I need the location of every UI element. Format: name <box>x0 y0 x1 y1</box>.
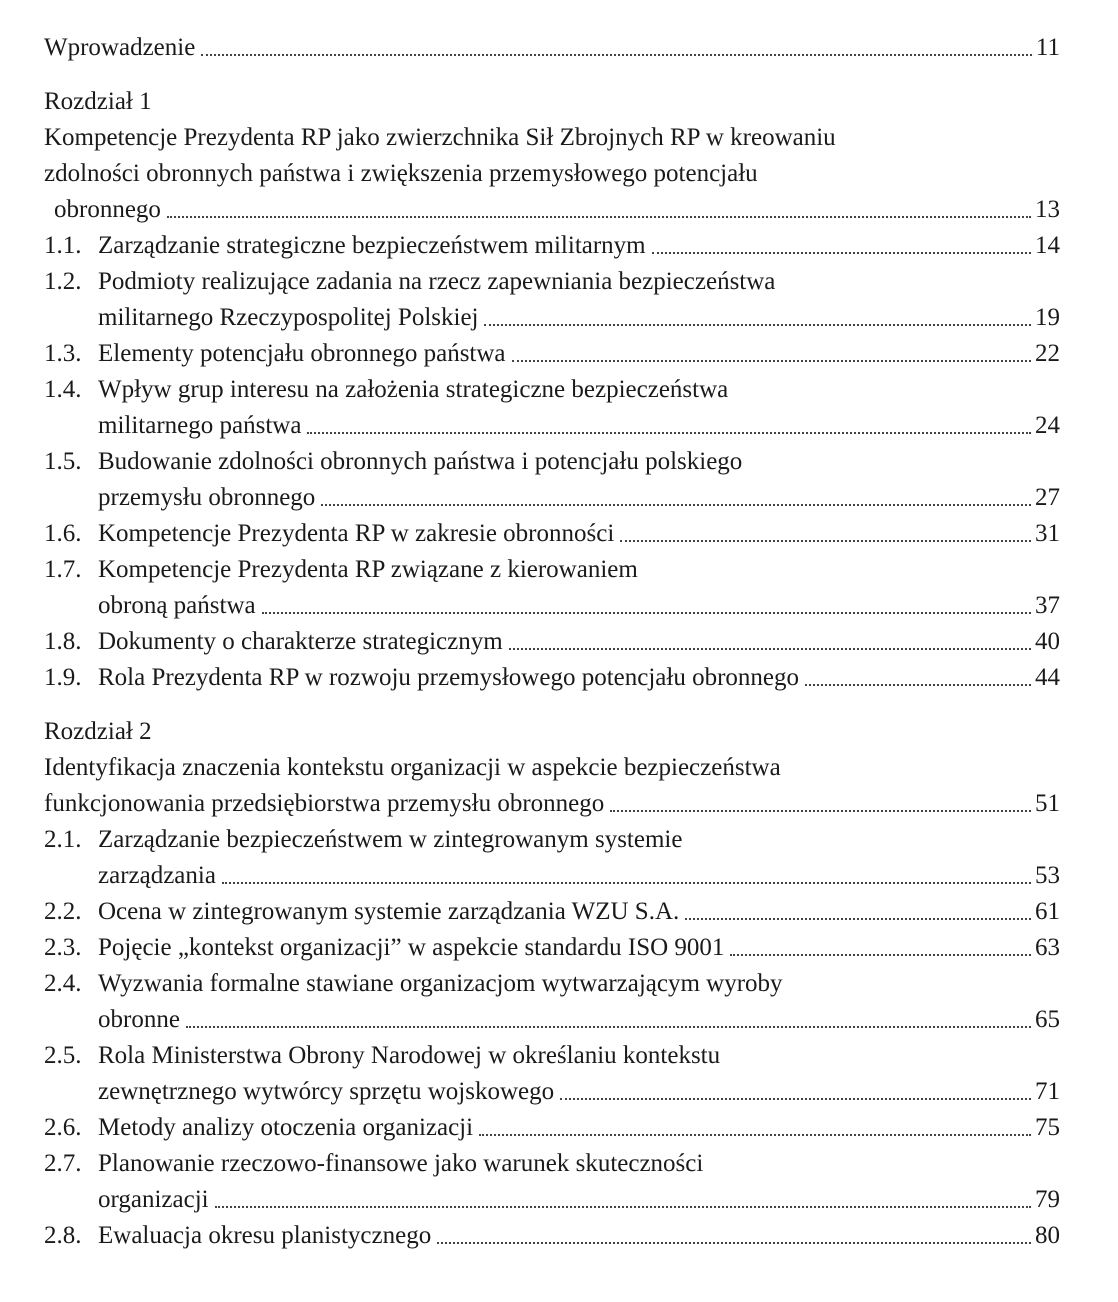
section-entry-continuation[interactable] <box>44 1074 1060 1110</box>
dot-leader <box>652 252 1031 254</box>
page-number: 14 <box>1035 232 1060 259</box>
spacer <box>44 696 1060 714</box>
entry-label: Wpływ grup interesu na założenia strategiczne bezpieczeństwa <box>98 376 729 403</box>
entry-label: Dokumenty o charakterze strategicznym <box>98 628 503 655</box>
table-of-contents <box>44 30 1060 1254</box>
page-number: 63 <box>1035 934 1060 961</box>
section-number: 1.9. <box>44 664 82 691</box>
dot-leader <box>437 1242 1031 1244</box>
entry-label: Pojęcie „kontekst organizacji” w aspekcie standardu ISO 9001 <box>98 934 725 961</box>
section-number: 1.8. <box>44 628 82 655</box>
section-entry-continuation[interactable] <box>44 588 1060 624</box>
dot-leader <box>262 612 1031 614</box>
page-number: 61 <box>1035 898 1060 925</box>
entry-label: Zarządzanie strategiczne bezpieczeństwem militarnym <box>98 232 646 259</box>
page-number: 44 <box>1035 664 1060 691</box>
entry-label: przemysłu obronnego <box>98 484 316 511</box>
section-number: 2.5. <box>44 1042 82 1069</box>
dot-leader <box>215 1206 1031 1208</box>
toc-entry-intro[interactable] <box>44 30 1060 66</box>
section-entry[interactable] <box>44 930 1060 966</box>
page-number: 79 <box>1035 1186 1060 1213</box>
page-number: 13 <box>1035 196 1060 223</box>
dot-leader <box>479 1134 1031 1136</box>
section-entry-continuation[interactable] <box>44 1182 1060 1218</box>
entry-label: Kompetencje Prezydenta RP związane z kierowaniem <box>98 556 638 583</box>
page-number: 19 <box>1035 304 1060 331</box>
chapter-heading: Rozdział 1 <box>44 88 152 115</box>
page-number: 71 <box>1035 1078 1060 1105</box>
entry-label: obronne <box>98 1006 180 1033</box>
entry-label: Wyzwania formalne stawiane organizacjom wytwarzającym wyroby <box>98 970 783 997</box>
section-entry[interactable] <box>44 660 1060 696</box>
section-entry[interactable] <box>44 624 1060 660</box>
page-number: 27 <box>1035 484 1060 511</box>
dot-leader <box>222 882 1031 884</box>
section-entry-continuation[interactable] <box>44 1002 1060 1038</box>
chapter-title-line[interactable]: Identyfikacja znaczenia kontekstu organizacji w aspekcie bezpieczeństwa <box>44 754 781 781</box>
dot-leader <box>685 918 1031 920</box>
section-entry[interactable] <box>44 1038 1060 1074</box>
entry-label: Podmioty realizujące zadania na rzecz zapewniania bezpieczeństwa <box>98 268 776 295</box>
section-number: 2.2. <box>44 898 82 925</box>
entry-label: obroną państwa <box>98 592 256 619</box>
dot-leader <box>484 324 1031 326</box>
page-number: 75 <box>1035 1114 1060 1141</box>
dot-leader <box>307 432 1031 434</box>
entry-label: militarnego państwa <box>98 412 302 439</box>
section-entry[interactable] <box>44 372 1060 408</box>
page-number: 40 <box>1035 628 1060 655</box>
chapter-heading: Rozdział 2 <box>44 718 152 745</box>
dot-leader <box>560 1098 1031 1100</box>
section-number: 2.8. <box>44 1222 82 1249</box>
page-number: 11 <box>1035 34 1060 61</box>
section-entry[interactable] <box>44 516 1060 552</box>
dot-leader <box>512 360 1031 362</box>
dot-leader <box>186 1026 1031 1028</box>
section-number: 1.2. <box>44 268 82 295</box>
entry-label: Budowanie zdolności obronnych państwa i potencjału polskiego <box>98 448 743 475</box>
chapter-block <box>44 66 1060 696</box>
chapter-block <box>44 696 1060 1254</box>
section-entry-continuation[interactable] <box>44 300 1060 336</box>
section-entry[interactable] <box>44 1146 1060 1182</box>
section-entry[interactable] <box>44 1218 1060 1254</box>
section-number: 1.5. <box>44 448 82 475</box>
dot-leader <box>167 216 1031 218</box>
dot-leader <box>509 648 1031 650</box>
section-entry[interactable] <box>44 894 1060 930</box>
entry-label: Ocena w zintegrowanym systemie zarządzania WZU S.A. <box>98 898 680 925</box>
section-number: 2.7. <box>44 1150 82 1177</box>
chapter-title-entry[interactable] <box>44 192 1060 228</box>
chapters-container <box>44 66 1060 1254</box>
section-entry[interactable] <box>44 1110 1060 1146</box>
section-number: 1.4. <box>44 376 82 403</box>
section-number: 1.1. <box>44 232 82 259</box>
section-number: 1.7. <box>44 556 82 583</box>
section-number: 2.4. <box>44 970 82 997</box>
entry-label: Zarządzanie bezpieczeństwem w zintegrowanym systemie <box>98 826 683 853</box>
page-number: 22 <box>1035 340 1060 367</box>
section-entry-continuation[interactable] <box>44 408 1060 444</box>
entry-label: Elementy potencjału obronnego państwa <box>98 340 506 367</box>
section-entry[interactable] <box>44 444 1060 480</box>
section-entry[interactable] <box>44 822 1060 858</box>
entry-label: obronnego <box>54 196 161 223</box>
section-entry[interactable] <box>44 966 1060 1002</box>
section-entry[interactable] <box>44 264 1060 300</box>
section-number: 2.6. <box>44 1114 82 1141</box>
entry-label: organizacji <box>98 1186 209 1213</box>
entry-label: Rola Ministerstwa Obrony Narodowej w określaniu kontekstu <box>98 1042 721 1069</box>
entry-label: Kompetencje Prezydenta RP w zakresie obronności <box>98 520 615 547</box>
chapter-title-line[interactable]: zdolności obronnych państwa i zwiększenia przemysłowego potencjału <box>44 160 758 187</box>
page-number: 53 <box>1035 862 1060 889</box>
page-number: 37 <box>1035 592 1060 619</box>
entry-label: Rola Prezydenta RP w rozwoju przemysłowego potencjału obronnego <box>98 664 799 691</box>
entry-label: zewnętrznego wytwórcy sprzętu wojskowego <box>98 1078 555 1105</box>
chapter-title-entry[interactable] <box>44 786 1060 822</box>
chapter-title-line[interactable]: Kompetencje Prezydenta RP jako zwierzchnika Sił Zbrojnych RP w kreowaniu <box>44 124 836 151</box>
dot-leader <box>620 540 1031 542</box>
entry-label: Wprowadzenie <box>44 34 196 61</box>
entry-label: Planowanie rzeczowo-finansowe jako warunek skuteczności <box>98 1150 704 1177</box>
dot-leader <box>321 504 1031 506</box>
page-number: 31 <box>1035 520 1060 547</box>
section-entry[interactable] <box>44 552 1060 588</box>
spacer <box>44 66 1060 84</box>
section-entry-continuation[interactable] <box>44 480 1060 516</box>
page-number: 80 <box>1035 1222 1060 1249</box>
entry-label: Metody analizy otoczenia organizacji <box>98 1114 474 1141</box>
section-entry-continuation[interactable] <box>44 858 1060 894</box>
entry-label: militarnego Rzeczypospolitej Polskiej <box>98 304 479 331</box>
section-entry[interactable] <box>44 228 1060 264</box>
page-number: 65 <box>1035 1006 1060 1033</box>
entry-label: funkcjonowania przedsiębiorstwa przemysłu obronnego <box>44 790 605 817</box>
section-number: 2.1. <box>44 826 82 853</box>
page-number: 24 <box>1035 412 1060 439</box>
entry-label: zarządzania <box>98 862 216 889</box>
dot-leader <box>201 54 1032 56</box>
page-number: 51 <box>1035 790 1060 817</box>
section-entry[interactable] <box>44 336 1060 372</box>
dot-leader <box>730 954 1031 956</box>
entry-label: Ewaluacja okresu planistycznego <box>98 1222 432 1249</box>
section-number: 1.3. <box>44 340 82 367</box>
section-number: 2.3. <box>44 934 82 961</box>
dot-leader <box>805 684 1031 686</box>
section-number: 1.6. <box>44 520 82 547</box>
dot-leader <box>610 810 1031 812</box>
